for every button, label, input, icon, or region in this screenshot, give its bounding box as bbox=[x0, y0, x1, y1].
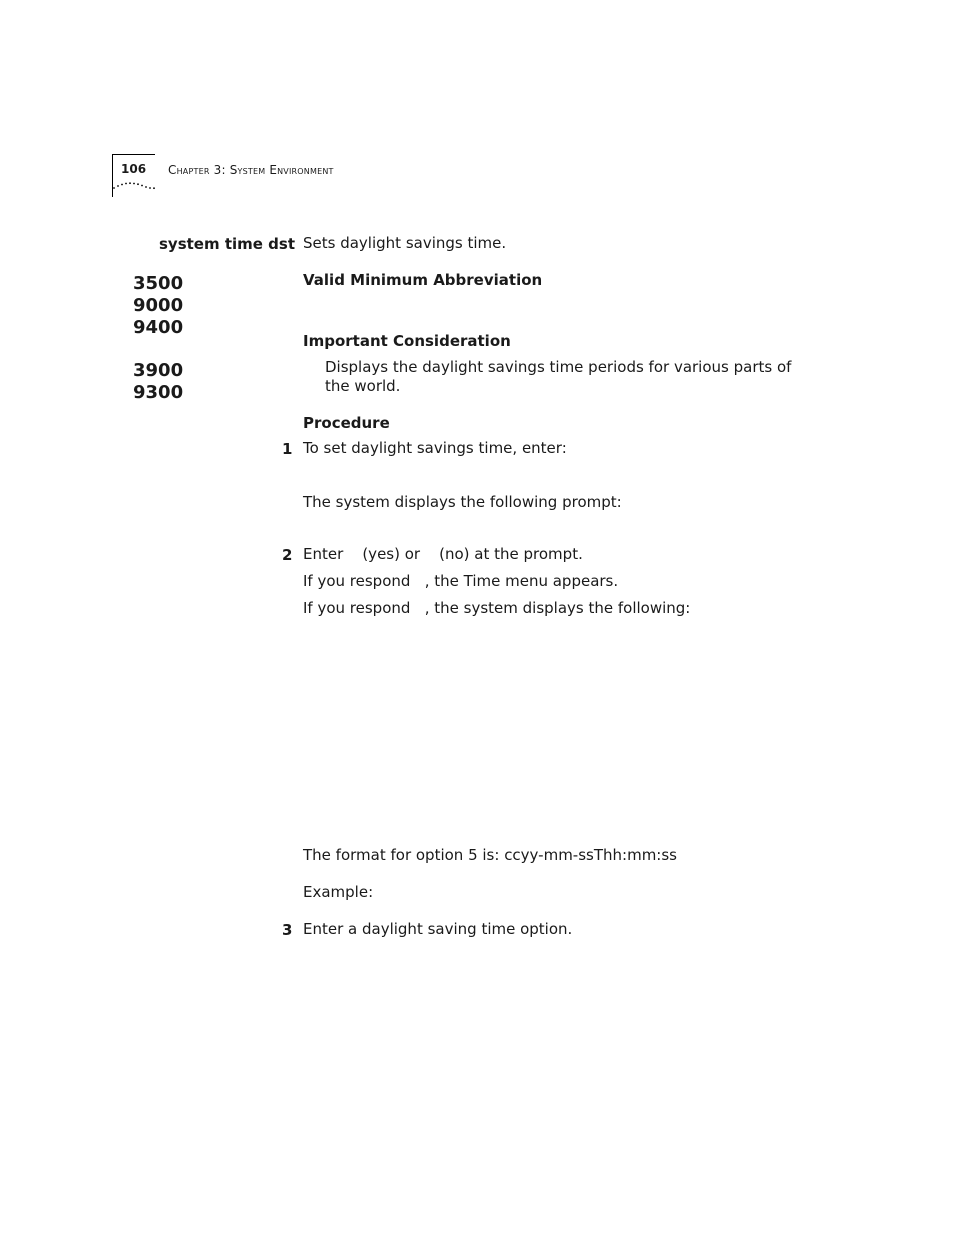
step-2-yes-response: If you respond , the Time menu appears. bbox=[303, 572, 619, 590]
step-number: 2 bbox=[282, 546, 293, 564]
step-number: 3 bbox=[282, 921, 293, 939]
section-heading-procedure: Procedure bbox=[303, 414, 390, 432]
command-description: Sets daylight savings time. bbox=[303, 234, 507, 252]
model-number: 9400 bbox=[133, 317, 184, 338]
step-2-no-response: If you respond , the system displays the following: bbox=[303, 599, 691, 617]
model-number: 9000 bbox=[133, 295, 184, 316]
dotted-curve-decoration bbox=[113, 181, 157, 191]
step-3-text: Enter a daylight saving time option. bbox=[303, 920, 573, 938]
section-heading-important-consideration: Important Consideration bbox=[303, 332, 511, 350]
consideration-text: Displays the daylight savings time periods for various parts of the world. bbox=[325, 358, 792, 395]
step-1-followup: The system displays the following prompt: bbox=[303, 493, 622, 511]
command-name: system time dst bbox=[159, 235, 296, 253]
model-number: 3900 bbox=[133, 360, 184, 381]
section-heading-valid-min-abbrev: Valid Minimum Abbreviation bbox=[303, 271, 543, 289]
chapter-title: Chapter 3: System Environment bbox=[168, 163, 334, 177]
step-1-text: To set daylight savings time, enter: bbox=[303, 439, 567, 457]
model-number: 9300 bbox=[133, 382, 184, 403]
model-number: 3500 bbox=[133, 273, 184, 294]
step-2-text: Enter (yes) or (no) at the prompt. bbox=[303, 545, 583, 563]
page-number: 106 bbox=[121, 162, 147, 176]
step-number: 1 bbox=[282, 440, 293, 458]
format-note: The format for option 5 is: ccyy-mm-ssThh:mm:ss bbox=[303, 846, 677, 864]
example-label: Example: bbox=[303, 883, 374, 901]
